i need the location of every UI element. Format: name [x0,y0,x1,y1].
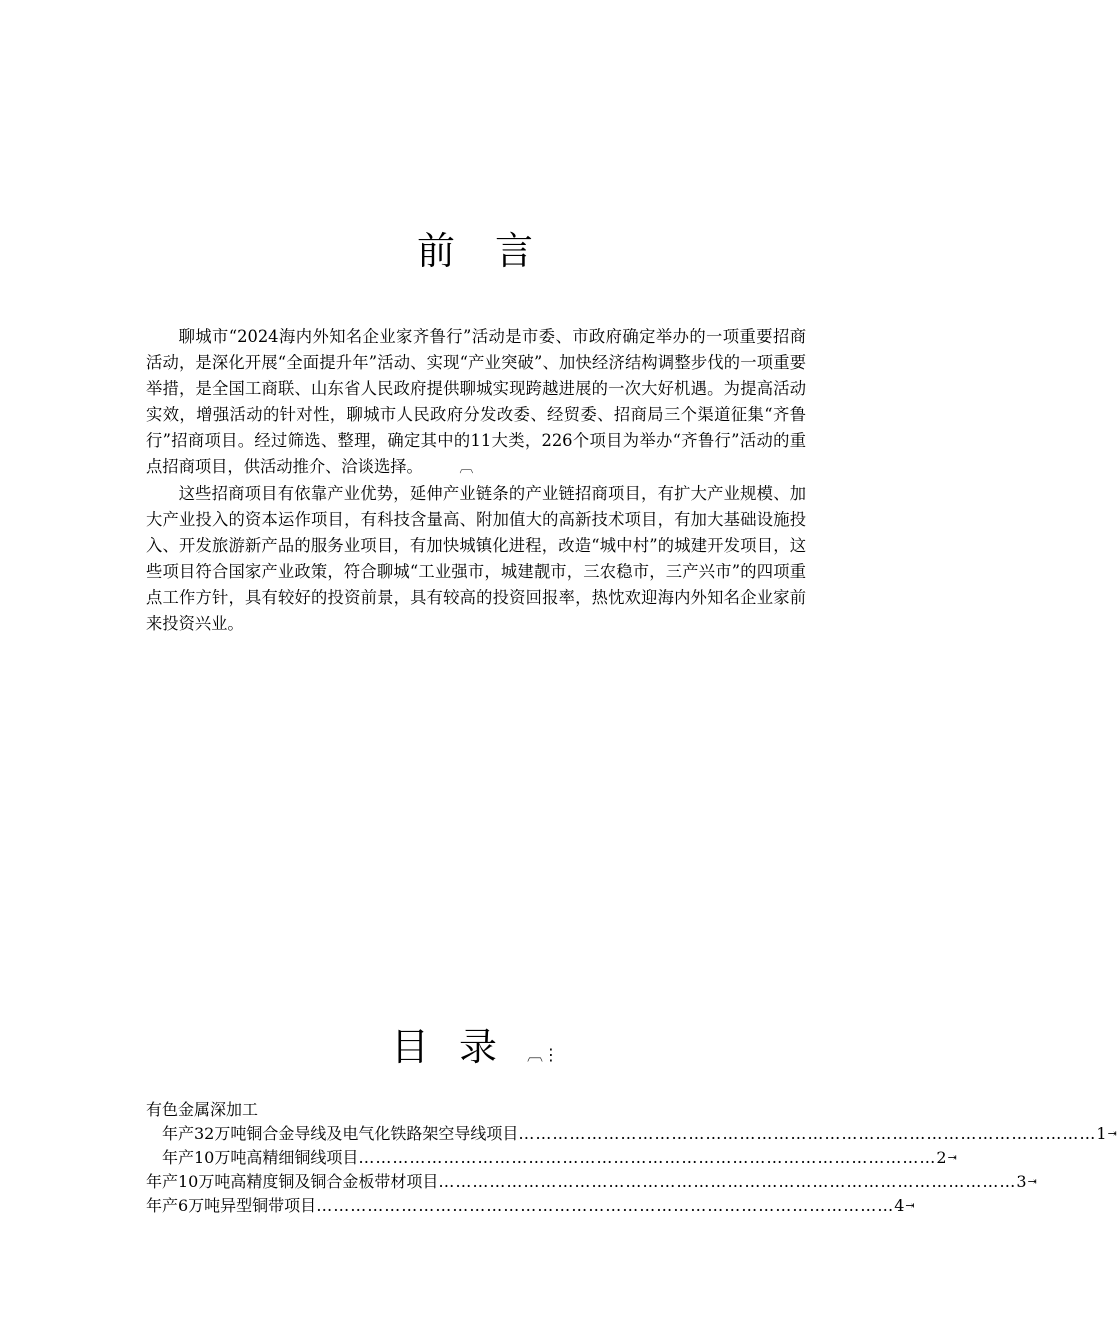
toc-leader-dots: ………………………………………………………………………………………… [316,1196,895,1215]
toc-category: 有色金属深加工 [146,1100,259,1119]
toc-entry-title: 年产32万吨铜合金导线及电气化铁路架空导线项目 [162,1124,519,1143]
table-of-contents [146,1098,1117,1218]
toc-entry[interactable] [146,1146,957,1170]
toc-entry[interactable] [146,1170,1037,1194]
toc-entry-title: 年产6万吨异型铜带项目 [146,1196,317,1215]
toc-leader-dots: ………………………………………………………………………………………… [518,1124,1097,1143]
preface-paragraph-text: 这些招商项目有依靠产业优势，延伸产业链条的产业链招商项目，有扩大产业规模、加大产业投入的资本运作项目，有科技含量高、附加值大的高新技术项目，有加大基础设施投入、开发旅游新产品的服务业项目，有加快城镇化进程，改造“城中村”的城建开发项目，这些项目符合国家产业政策，符合聊城“工业强市，城建靓市，三农稳市，三产兴市”的四项重点工作方针，具有较好的投资前景，具有较高的投资回报率，热忱欢迎海内外知名企业家前来投资兴业。 [146,484,806,633]
toc-page-number: 1 [1096,1124,1107,1143]
preface-paragraph [146,324,806,481]
toc-entry-title: 年产10万吨高精度铜及铜合金板带材项目 [146,1172,439,1191]
toc-leader-dots: ………………………………………………………………………………………… [438,1172,1017,1191]
toc-page-number: 4 [894,1196,905,1215]
tab-mark-icon: ⇥ [1107,1127,1117,1140]
preface-paragraph [146,481,806,637]
toc-title-text: 目录 [390,1025,527,1069]
toc-title [0,1022,950,1080]
preface-paragraph-text: 聊城市“2024海内外知名企业家齐鲁行”活动是市委、市政府确定举办的一项重要招商活动，是深化开展“全面提升年”活动、实现“产业突破”、加快经济结构调整步伐的一项重要举措，是全国工商联、山东省人民政府提供聊城实现跨越进展的一次大好机遇。为提高活动实效，增强活动的针对性，聊城市人民政府分发改委、经贸委、招商局三个渠道征集“齐鲁行”招商项目。经过筛选、整理，确定其中的11大类，226个项目为举办“齐鲁行”活动的重点招商项目，供活动推介、洽谈选择。 [146,327,806,476]
toc-entry-title: 年产10万吨高精细铜线项目 [162,1148,359,1167]
tab-mark-icon: ⇥ [1027,1175,1037,1188]
toc-entry[interactable] [146,1194,915,1218]
paragraph-mark-icon: ︹⋮ [527,1045,560,1064]
tab-mark-icon: ⇥ [905,1199,915,1212]
toc-entry[interactable] [146,1122,1117,1146]
toc-page-number: 2 [936,1148,947,1167]
tab-mark-icon: ⇥ [947,1151,957,1164]
toc-leader-dots: ………………………………………………………………………………………… [358,1148,937,1167]
preface-title: 前言 [416,229,573,273]
preface-body [146,324,806,637]
toc-page-number: 3 [1016,1172,1027,1191]
paragraph-mark-icon: ︹ [459,460,474,476]
